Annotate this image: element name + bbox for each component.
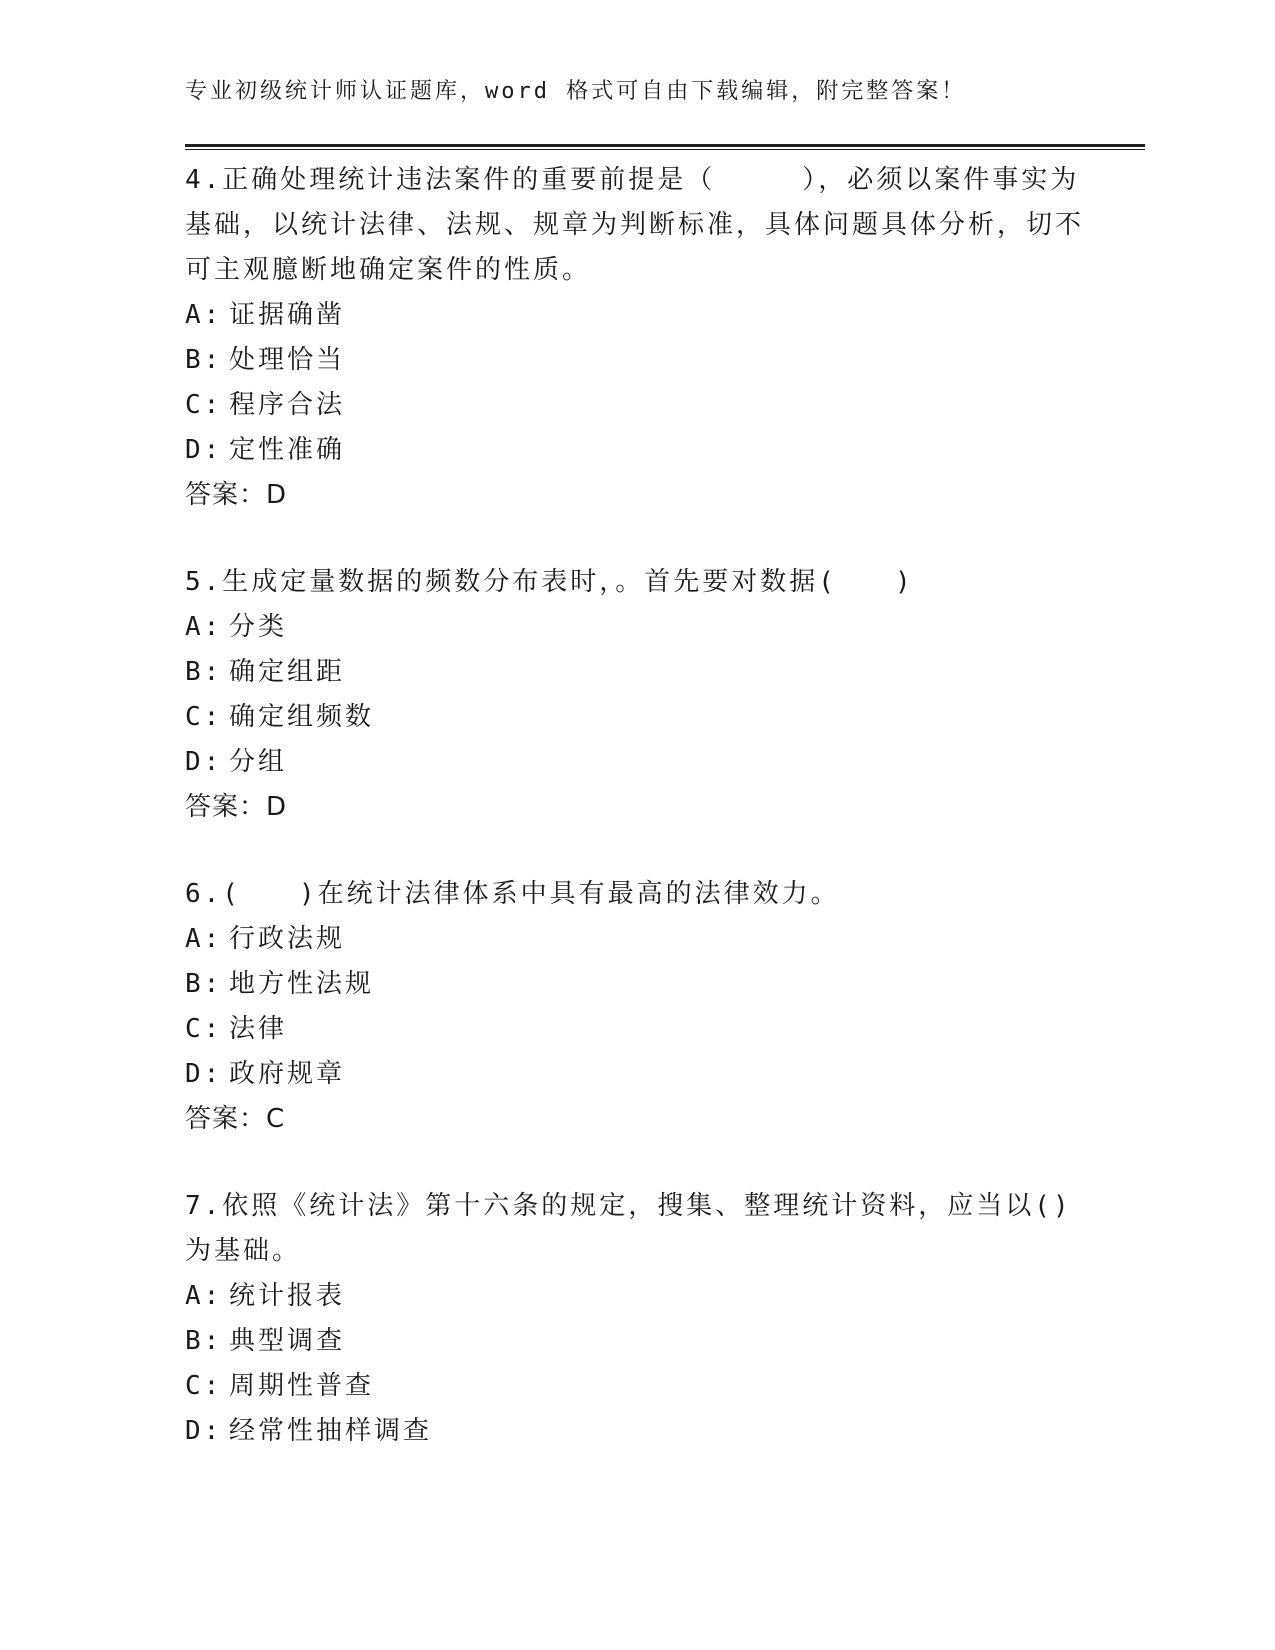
option-text: 程序合法 — [229, 390, 346, 420]
question-text: 4.正确处理统计违法案件的重要前提是（ ），必须以案件事实为基础，以统计法律、法规、规章为判断标准，具体问题具体分析，切不可主观臆断地确定案件的性质。 — [185, 165, 1085, 285]
option-text: 分类 — [229, 612, 288, 642]
question-list — [185, 158, 1085, 1496]
option-d — [185, 428, 1085, 473]
option-b — [185, 338, 1085, 383]
option-text: 地方性法规 — [229, 969, 375, 999]
option-letter: D: — [185, 435, 223, 465]
option-b — [185, 650, 1085, 695]
option-letter: A: — [185, 612, 223, 642]
option-letter: C: — [185, 702, 223, 732]
option-text: 法律 — [229, 1014, 288, 1044]
option-letter: D: — [185, 1059, 223, 1089]
option-text: 周期性普查 — [229, 1371, 375, 1401]
option-letter: C: — [185, 390, 223, 420]
question-6 — [185, 872, 1085, 1142]
option-text: 处理恰当 — [229, 345, 346, 375]
header-divider — [185, 144, 1145, 150]
question-text: 7.依照《统计法》第十六条的规定，搜集、整理统计资料，应当以()为基础。 — [185, 1191, 1072, 1266]
option-letter: B: — [185, 345, 223, 375]
option-c — [185, 1364, 1085, 1409]
option-a — [185, 917, 1085, 962]
option-d — [185, 1052, 1085, 1097]
option-text: 经常性抽样调查 — [229, 1416, 433, 1446]
answer-text: 答案：D — [185, 792, 288, 822]
option-letter: B: — [185, 1326, 223, 1356]
option-d — [185, 740, 1085, 785]
answer-text: 答案：C — [185, 1104, 286, 1134]
question-text: 6.( )在统计法律体系中具有最高的法律效力。 — [185, 879, 840, 909]
option-letter: A: — [185, 300, 223, 330]
question-5 — [185, 560, 1085, 830]
option-text: 行政法规 — [229, 924, 346, 954]
option-letter: B: — [185, 657, 223, 687]
option-a — [185, 1274, 1085, 1319]
page-header: 专业初级统计师认证题库，word 格式可自由下载编辑，附完整答案！ — [185, 79, 967, 104]
option-letter: C: — [185, 1014, 223, 1044]
question-4 — [185, 158, 1085, 518]
option-b — [185, 962, 1085, 1007]
option-letter: B: — [185, 969, 223, 999]
option-a — [185, 605, 1085, 650]
option-text: 分组 — [229, 747, 288, 777]
option-letter: C: — [185, 1371, 223, 1401]
option-c — [185, 695, 1085, 740]
option-text: 确定组距 — [229, 657, 346, 687]
option-letter: D: — [185, 1416, 223, 1446]
question-7 — [185, 1184, 1085, 1454]
answer-text: 答案：D — [185, 480, 288, 510]
question-text: 5.生成定量数据的频数分布表时，。首先要对数据( ) — [185, 567, 914, 597]
option-text: 定性准确 — [229, 435, 346, 465]
option-c — [185, 383, 1085, 428]
option-letter: A: — [185, 924, 223, 954]
option-text: 统计报表 — [229, 1281, 346, 1311]
option-letter: A: — [185, 1281, 223, 1311]
option-a — [185, 293, 1085, 338]
option-letter: D: — [185, 747, 223, 777]
option-b — [185, 1319, 1085, 1364]
option-text: 确定组频数 — [229, 702, 375, 732]
option-text: 政府规章 — [229, 1059, 346, 1089]
option-text: 证据确凿 — [229, 300, 346, 330]
option-d — [185, 1409, 1085, 1454]
option-c — [185, 1007, 1085, 1052]
option-text: 典型调查 — [229, 1326, 346, 1356]
